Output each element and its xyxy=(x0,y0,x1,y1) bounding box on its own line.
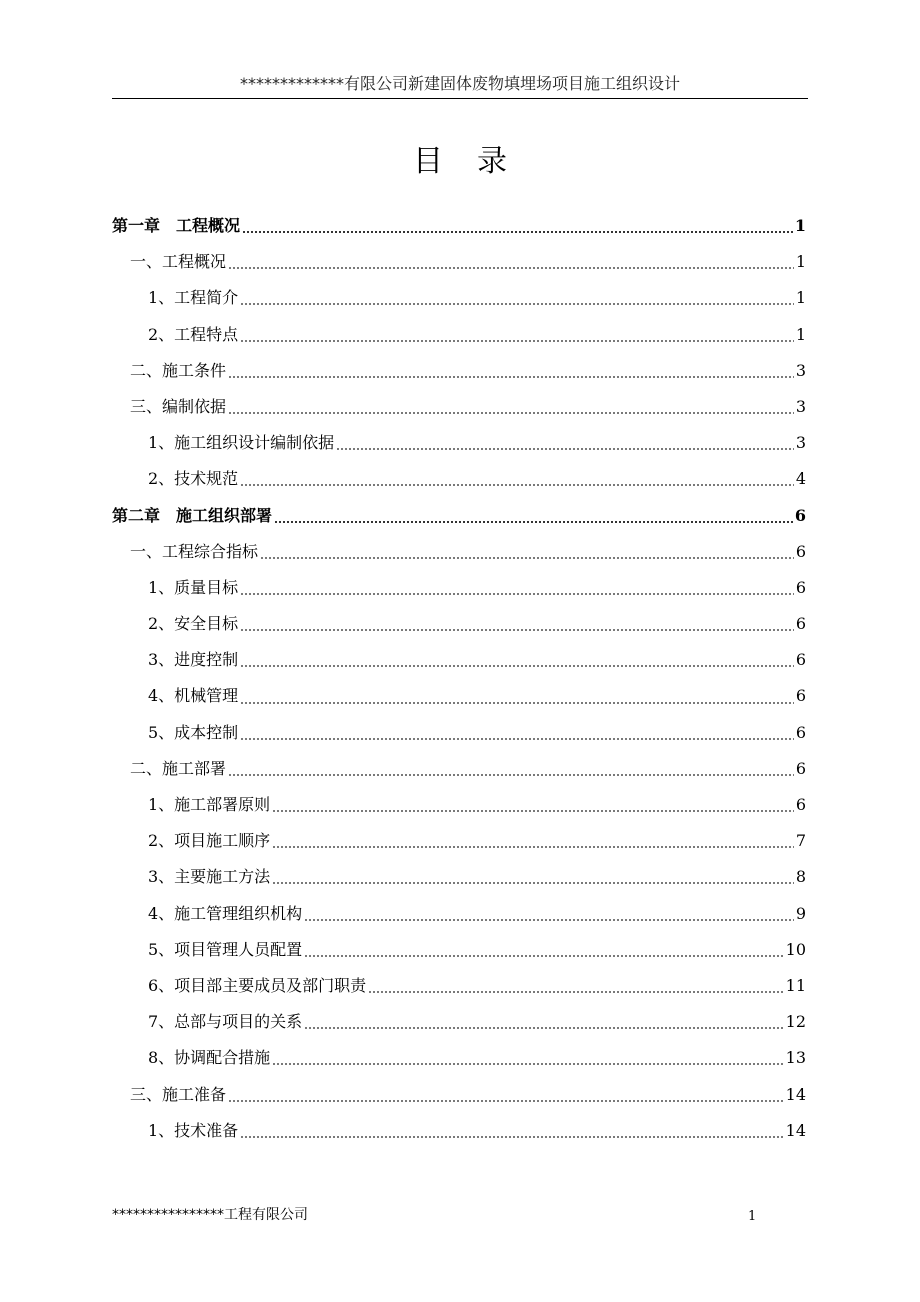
toc-entry-page-number: 9 xyxy=(795,903,806,923)
toc-entry-label: 6、项目部主要成员及部门职责 xyxy=(148,975,367,995)
toc-leader-dots xyxy=(272,882,794,884)
toc-entry[interactable] xyxy=(112,425,806,461)
toc-entry-page-number: 13 xyxy=(785,1048,806,1068)
toc-entry-page-number: 1 xyxy=(795,288,806,308)
toc-entry-label: 5、成本控制 xyxy=(148,722,239,742)
toc-entry-page-number: 6 xyxy=(795,722,806,742)
toc-entry-label: 二、施工部署 xyxy=(130,758,227,778)
toc-leader-dots xyxy=(304,919,794,921)
toc-entry-label: 一、工程综合指标 xyxy=(130,541,259,561)
toc-entry-label: 二、施工条件 xyxy=(130,360,227,380)
toc-leader-dots xyxy=(272,1063,783,1065)
footer-company: ****************工程有限公司 xyxy=(112,1207,308,1223)
toc-entry-label: 4、施工管理组织机构 xyxy=(148,903,303,923)
toc-leader-dots xyxy=(272,846,794,848)
toc-entry-page-number: 4 xyxy=(795,469,806,489)
toc-entry-label: 1、质量目标 xyxy=(148,577,239,597)
toc-entry-page-number: 8 xyxy=(795,867,806,887)
toc-entry-page-number: 14 xyxy=(785,1084,806,1104)
toc-entry-label: 1、技术准备 xyxy=(148,1120,239,1140)
toc-leader-dots xyxy=(228,412,794,414)
toc-entry-label: 2、技术规范 xyxy=(148,469,239,489)
toc-chapter-entry[interactable] xyxy=(112,498,806,534)
toc-entry-label: 三、施工准备 xyxy=(130,1084,227,1104)
toc-entry-page-number: 6 xyxy=(794,505,806,525)
toc-entry-page-number: 6 xyxy=(795,541,806,561)
toc-entry-page-number: 1 xyxy=(794,216,806,235)
toc-entry-page-number: 1 xyxy=(795,252,806,272)
toc-entry[interactable] xyxy=(112,896,806,932)
toc-leader-dots xyxy=(304,1027,783,1029)
toc-entry[interactable] xyxy=(112,534,806,570)
toc-entry[interactable] xyxy=(112,389,806,425)
toc-entry-page-number: 6 xyxy=(795,614,806,634)
table-of-contents xyxy=(112,208,806,1149)
toc-entry[interactable] xyxy=(112,1004,806,1040)
toc-entry[interactable] xyxy=(112,1040,806,1076)
toc-entry[interactable] xyxy=(112,244,806,280)
toc-leader-dots xyxy=(240,738,794,740)
toc-entry-page-number: 3 xyxy=(795,360,806,380)
header-rule xyxy=(112,98,808,99)
page-footer xyxy=(112,1204,808,1228)
toc-entry-label: 三、编制依据 xyxy=(130,396,227,416)
toc-leader-dots xyxy=(240,340,794,342)
toc-entry-page-number: 6 xyxy=(795,795,806,814)
toc-entry-page-number: 10 xyxy=(785,939,806,959)
toc-entry[interactable] xyxy=(112,751,806,787)
toc-entry-page-number: 1 xyxy=(795,324,806,344)
toc-entry-label: 1、施工组织设计编制依据 xyxy=(148,433,335,453)
toc-entry[interactable] xyxy=(112,715,806,751)
toc-leader-dots xyxy=(304,955,783,957)
page-header: *************有限公司新建固体废物填埋场项目施工组织设计 xyxy=(239,74,680,93)
toc-leader-dots xyxy=(260,557,794,559)
toc-leader-dots xyxy=(272,810,794,812)
toc-entry-page-number: 3 xyxy=(795,396,806,416)
toc-leader-dots xyxy=(336,448,794,450)
toc-entry-page-number: 12 xyxy=(785,1012,806,1032)
toc-entry[interactable] xyxy=(112,280,806,316)
toc-leader-dots xyxy=(228,376,794,378)
toc-entry-page-number: 14 xyxy=(785,1120,806,1140)
toc-entry-label: 1、工程简介 xyxy=(148,288,239,308)
toc-title: 目录 xyxy=(413,144,541,179)
toc-entry[interactable] xyxy=(112,678,806,714)
toc-entry[interactable] xyxy=(112,461,806,497)
toc-entry-label: 一、工程概况 xyxy=(130,252,227,272)
toc-entry-page-number: 6 xyxy=(795,758,806,778)
toc-leader-dots xyxy=(240,629,794,631)
toc-entry[interactable] xyxy=(112,932,806,968)
toc-entry-label: 4、机械管理 xyxy=(148,686,239,706)
toc-entry-page-number: 11 xyxy=(785,975,806,995)
toc-entry-label: 3、主要施工方法 xyxy=(148,867,271,887)
toc-leader-dots xyxy=(240,303,794,305)
toc-leader-dots xyxy=(228,774,794,776)
toc-leader-dots xyxy=(240,593,794,595)
toc-leader-dots xyxy=(368,991,783,993)
toc-entry[interactable] xyxy=(112,317,806,353)
toc-leader-dots xyxy=(240,1136,783,1138)
toc-entry-label: 5、项目管理人员配置 xyxy=(148,939,303,959)
toc-entry-label: 第一章 工程概况 xyxy=(112,216,241,235)
toc-entry-label: 2、安全目标 xyxy=(148,614,239,634)
toc-leader-dots xyxy=(242,231,793,233)
toc-entry-label: 3、进度控制 xyxy=(148,650,239,670)
toc-entry-page-number: 6 xyxy=(795,650,806,670)
toc-leader-dots xyxy=(274,521,793,523)
toc-entry-label: 2、项目施工顺序 xyxy=(148,831,271,851)
toc-entry-label: 8、协调配合措施 xyxy=(148,1048,271,1068)
toc-entry[interactable] xyxy=(112,1113,806,1149)
toc-entry-label: 第二章 施工组织部署 xyxy=(112,505,273,525)
toc-entry-label: 7、总部与项目的关系 xyxy=(148,1012,303,1032)
toc-entry[interactable] xyxy=(112,606,806,642)
toc-leader-dots xyxy=(228,1100,784,1102)
toc-chapter-entry[interactable] xyxy=(112,208,806,244)
toc-entry[interactable] xyxy=(112,968,806,1004)
footer-page-number: 1 xyxy=(748,1209,757,1224)
toc-entry[interactable] xyxy=(112,570,806,606)
toc-entry-label: 2、工程特点 xyxy=(148,324,239,344)
toc-leader-dots xyxy=(240,665,794,667)
toc-entry-page-number: 6 xyxy=(795,577,806,597)
toc-entry[interactable] xyxy=(112,823,806,859)
toc-leader-dots xyxy=(240,484,794,486)
toc-entry-page-number: 6 xyxy=(795,686,806,706)
toc-leader-dots xyxy=(228,267,794,269)
toc-entry[interactable] xyxy=(112,1077,806,1113)
toc-entry[interactable] xyxy=(112,787,806,823)
toc-entry-page-number: 3 xyxy=(795,433,806,453)
toc-leader-dots xyxy=(240,702,794,704)
toc-entry-label: 1、施工部署原则 xyxy=(148,795,271,814)
toc-entry[interactable] xyxy=(112,353,806,389)
toc-entry[interactable] xyxy=(112,859,806,895)
toc-entry[interactable] xyxy=(112,642,806,678)
toc-entry-page-number: 7 xyxy=(795,831,806,851)
